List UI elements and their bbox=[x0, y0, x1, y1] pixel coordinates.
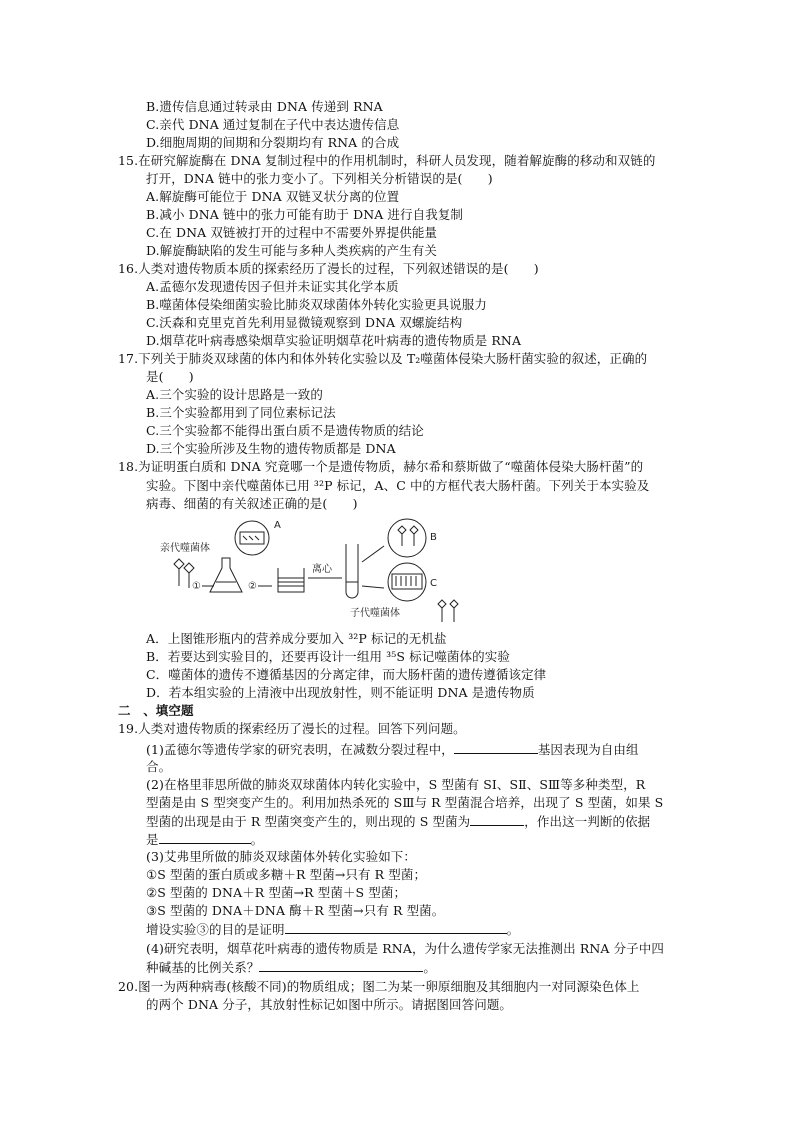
q16-stem: 16.人类对遗传物质本质的探索经历了漫长的过程，下列叙述错误的是( ) bbox=[118, 261, 539, 276]
step-1-label: ① bbox=[192, 581, 201, 592]
q15-option-c: C.在 DNA 双链被打开的过程中不需要外界提供能量 bbox=[146, 225, 438, 240]
supernatant-b-icon bbox=[388, 519, 426, 557]
section-heading: 二 、填空题 bbox=[118, 703, 194, 718]
q19-part2-text-d: ，作出这一判断的依据 bbox=[524, 814, 651, 829]
q16-option-b: B.噬菌体侵染细菌实验比肺炎双球菌体外转化实验更具说服力 bbox=[146, 297, 487, 312]
q20-stem-line2: 的两个 DNA 分子，其放射性标记如图中所示。请据图回答问题。 bbox=[146, 997, 513, 1012]
q19-part3-text-b: 。 bbox=[506, 922, 520, 937]
q19-stem: 19.人类对遗传物质的探索经历了漫长的过程。回答下列问题。 bbox=[118, 721, 466, 736]
q19-part2-line2: 型菌是由 S 型突变产生的。利用加热杀死的 SⅢ与 R 型菌混合培养，出现了 S 型菌，如果 S bbox=[146, 795, 664, 810]
q15-option-a: A.解旋酶可能位于 DNA 双链叉状分离的位置 bbox=[146, 189, 400, 204]
q17-stem-line1: 17.下列关于肺炎双球菌的体内和体外转化实验以及 T₂噬菌体侵染大肠杆菌实验的叙述，正确的 bbox=[118, 351, 648, 366]
q19-blank-5[interactable] bbox=[259, 958, 423, 972]
precipitate-c-icon bbox=[388, 563, 426, 601]
test-tube-icon bbox=[346, 544, 358, 598]
q19-part1-line2: 合。 bbox=[146, 759, 172, 774]
q18-option-c: C．噬菌体的遗传不遵循基因的分离定律，而大肠杆菌的遗传遵循该定律 bbox=[146, 667, 547, 682]
q19-part2-text-e: 是 bbox=[146, 832, 159, 847]
q17-option-b: B.三个实验都用到了同位素标记法 bbox=[146, 405, 336, 420]
q15-option-d: D.解旋酶缺陷的发生可能与多种人类疾病的产生有关 bbox=[146, 243, 437, 258]
q19-part1-line1 bbox=[146, 740, 639, 759]
step-2-label: ② bbox=[248, 581, 257, 592]
child-phage-label: 子代噬菌体 bbox=[350, 608, 400, 619]
q19-part2-line3 bbox=[146, 812, 650, 831]
q16-option-c: C.沃森和克里克首先利用显微镜观察到 DNA 双螺旋结构 bbox=[146, 315, 463, 330]
q18-stem-line1: 18.为证明蛋白质和 DNA 究竟哪一个是遗传物质，赫尔希和蔡斯做了“噬菌体侵染大肠杆菌”的 bbox=[118, 459, 644, 474]
q19-part2-text-f: 。 bbox=[250, 832, 264, 847]
q19-part4-text-b: 种碱基的比例关系？ bbox=[146, 960, 260, 975]
q19-part3-item2: ②S 型菌的 DNA＋R 型菌→R 型菌＋S 型菌； bbox=[146, 885, 407, 900]
phage-experiment-diagram bbox=[160, 516, 460, 624]
q15-stem-line2: 打开，DNA 链中的张力变小了。下列相关分析错误的是( ) bbox=[146, 171, 493, 186]
q14-option-b: B.遗传信息通过转录由 DNA 传递到 RNA bbox=[146, 99, 383, 114]
parent-phage-label: 亲代噬菌体 bbox=[160, 543, 210, 554]
q17-option-a: A.三个实验的设计思路是一致的 bbox=[146, 387, 324, 402]
q19-part2-line4 bbox=[146, 830, 263, 849]
conical-flask-icon bbox=[210, 558, 242, 592]
q19-part3-item3: ③S 型菌的 DNA＋DNA 酶＋R 型菌→只有 R 型菌。 bbox=[146, 903, 445, 918]
q19-part1-text-a: (1)孟德尔等遗传学家的研究表明，在减数分裂过程中， bbox=[146, 742, 454, 757]
q19-part3-stem: (3)艾弗里所做的肺炎双球菌体外转化实验如下： bbox=[146, 849, 417, 864]
q17-option-c: C.三个实验都不能得出蛋白质不是遗传物质的结论 bbox=[146, 423, 424, 438]
label-c: C bbox=[430, 578, 437, 589]
q15-option-b: B.减小 DNA 链中的张力可能有助于 DNA 进行自我复制 bbox=[146, 207, 464, 222]
q18-stem-line3: 病毒、细菌的有关叙述正确的是( ) bbox=[146, 496, 358, 511]
label-a: A bbox=[274, 520, 281, 531]
arrow-to-c-icon bbox=[362, 586, 384, 588]
q19-part4-text-c: 。 bbox=[423, 960, 437, 975]
q17-option-d: D.三个实验所涉及生物的遗传物质都是 DNA bbox=[146, 441, 396, 456]
q18-option-b: B．若要达到实验目的，还要再设计一组用 ³⁵S 标记噬菌体的实验 bbox=[146, 649, 510, 664]
q18-option-a: A．上图锥形瓶内的营养成分要加入 ³²P 标记的无机盐 bbox=[146, 631, 447, 646]
q19-blank-2[interactable] bbox=[470, 812, 524, 826]
q14-option-c: C.亲代 DNA 通过复制在子代中表达遗传信息 bbox=[146, 117, 400, 132]
q19-part4-line2 bbox=[146, 958, 436, 977]
q15-stem-line1: 15.在研究解旋酶在 DNA 复制过程中的作用机制时，科研人员发现，随着解旋酶的移动和双链的 bbox=[118, 153, 656, 168]
q19-part1-text-b: 基因表现为自由组 bbox=[537, 742, 639, 757]
q19-part4-line1: (4)研究表明，烟草花叶病毒的遗传物质是 RNA，为什么遗传学家无法推测出 RNA 分子中四 bbox=[146, 941, 664, 956]
q19-blank-3[interactable] bbox=[159, 830, 251, 844]
q17-stem-line2: 是( ) bbox=[146, 369, 194, 384]
q19-blank-1[interactable] bbox=[454, 740, 538, 754]
arrow-to-b-icon bbox=[362, 546, 384, 562]
q16-option-a: A.孟德尔发现遗传因子但并未证实其化学本质 bbox=[146, 279, 399, 294]
q19-part3-item1: ①S 型菌的蛋白质或多糖＋R 型菌→只有 R 型菌； bbox=[146, 867, 427, 882]
q19-part3-line4 bbox=[146, 920, 519, 939]
q19-part2-text-c: 型菌的出现是由于 R 型菌突变产生的，则出现的 S 型菌为 bbox=[146, 814, 471, 829]
parent-phage-icon bbox=[174, 559, 194, 588]
q19-part2-line1: (2)在格里菲思所做的肺炎双球菌体内转化实验中，S 型菌有 SⅠ、SⅡ、SⅢ等多种类型，R bbox=[146, 777, 646, 792]
q19-part3-text-a: 增设实验③的目的是证明 bbox=[146, 922, 285, 937]
q20-stem-line1: 20.图一为两种病毒(核酸不同)的物质组成；图二为某一卵原细胞及其细胞内一对同源染色体上 bbox=[118, 979, 640, 994]
q18-stem-line2: 实验。下图中亲代噬菌体已用 ³²P 标记，A、C 中的方框代表大肠杆菌。下列关于本实验及 bbox=[146, 478, 650, 493]
q14-option-d: D.细胞周期的间期和分裂期均有 RNA 的合成 bbox=[146, 135, 400, 150]
bacterium-a-icon bbox=[235, 521, 269, 555]
child-phage-icon bbox=[438, 600, 458, 622]
q16-option-d: D.烟草花叶病毒感染烟草实验证明烟草花叶病毒的遗传物质是 RNA bbox=[146, 333, 522, 348]
q19-blank-4[interactable] bbox=[285, 920, 507, 934]
q18-option-d: D．若本组实验的上清液中出现放射性，则不能证明 DNA 是遗传物质 bbox=[146, 685, 535, 700]
centrifuge-label: 离心 bbox=[312, 564, 332, 575]
label-b: B bbox=[430, 532, 437, 543]
beaker-icon bbox=[278, 568, 304, 592]
